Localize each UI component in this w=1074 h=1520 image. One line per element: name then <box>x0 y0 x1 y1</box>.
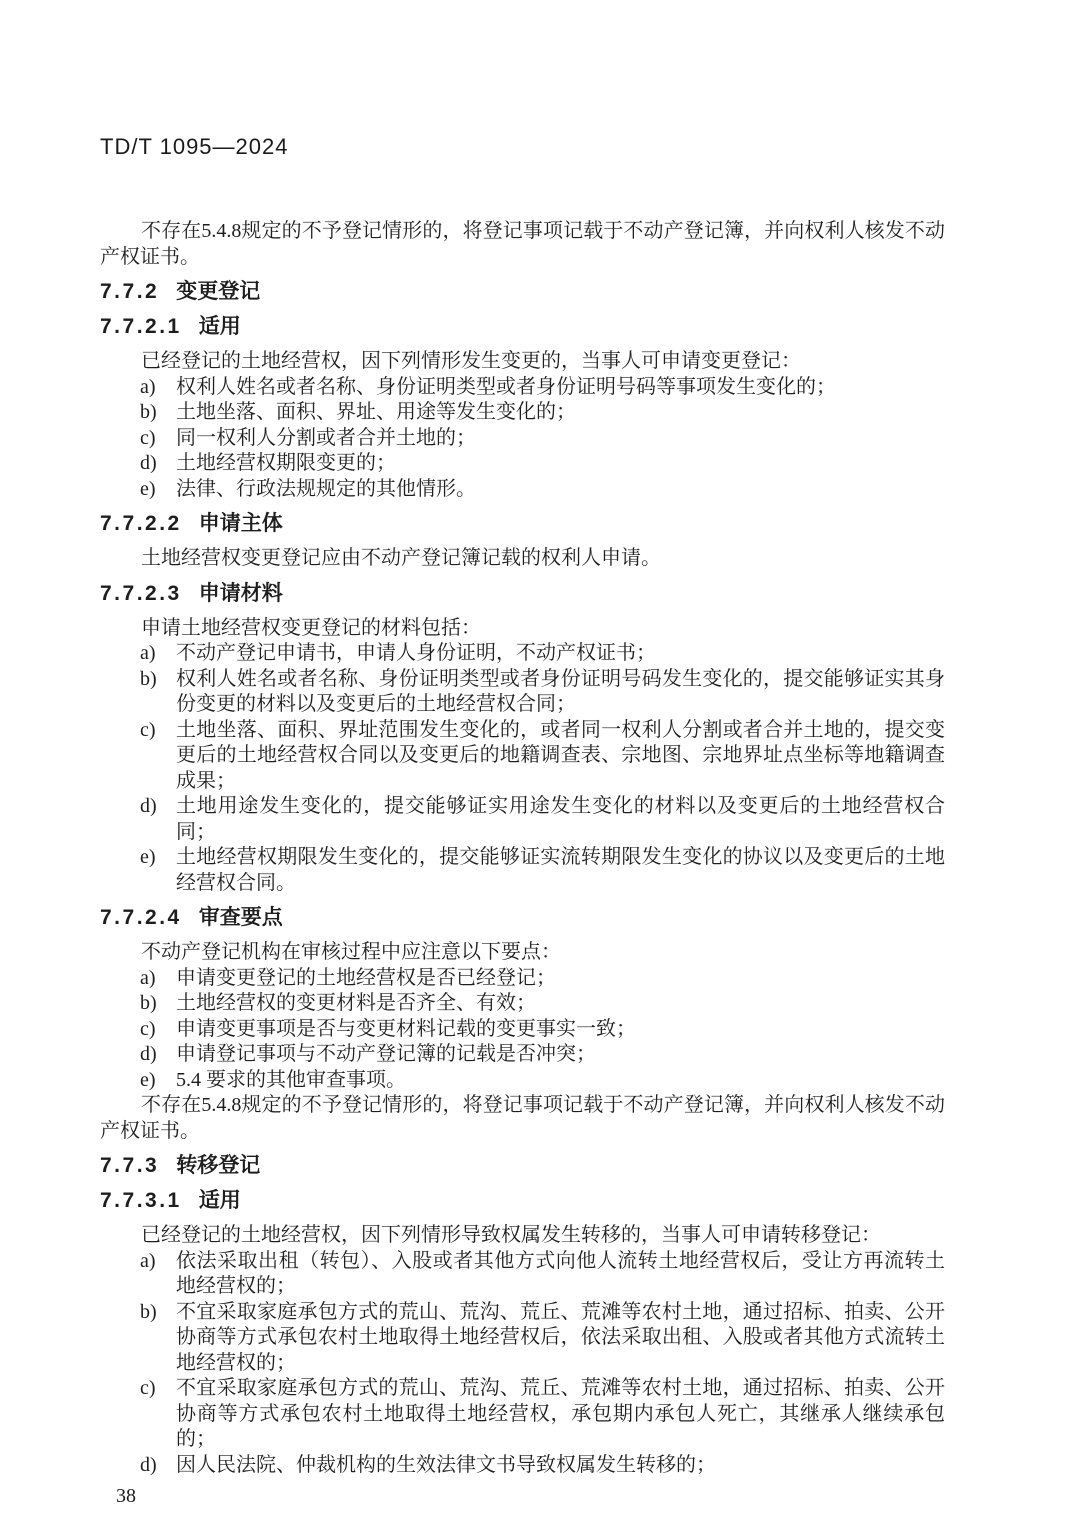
subsection-heading-7-7-2-1 <box>100 314 945 340</box>
list-item <box>100 451 945 477</box>
list-item-text: 土地经营权期限发生变化的，提交能够证实流转期限发生变化的协议以及变更后的土地经营权合同。 <box>176 846 945 894</box>
list-marker: b) <box>140 992 157 1014</box>
section-heading-7-7-2 <box>100 279 945 305</box>
subsection-number: 7.7.3.1 <box>100 1189 182 1212</box>
list-marker: b) <box>140 401 157 423</box>
list-item-text: 同一权利人分割或者合并土地的； <box>176 426 476 449</box>
list-item-text: 土地坐落、面积、界址范围发生变化的，或者同一权利人分割或者合并土地的，提交变更后的土地经营权合同以及变更后的地籍调查表、宗地图、宗地界址点坐标等地籍调查成果； <box>176 718 945 792</box>
paragraph-intro: 已经登记的土地经营权，因下列情形导致权属发生转移的，当事人可申请转移登记： <box>141 1224 881 1246</box>
subsection-title: 适用 <box>198 315 241 338</box>
list-marker: e) <box>140 477 156 500</box>
list-item-text: 5.4 要求的其他审查事项。 <box>176 1068 406 1091</box>
list-item <box>100 794 945 845</box>
list-marker: d) <box>140 1043 157 1065</box>
subsection-number: 7.7.2.1 <box>100 315 182 338</box>
subsection-title: 适用 <box>198 1189 241 1212</box>
list-item <box>100 1453 945 1479</box>
list-item-text: 土地经营权的变更材料是否齐全、有效； <box>176 992 536 1014</box>
list-item <box>100 966 945 992</box>
list-item-text: 土地坐落、面积、界址、用途等发生变化的； <box>176 401 576 423</box>
paragraph-intro: 已经登记的土地经营权，因下列情形发生变更的，当事人可申请变更登记： <box>141 350 801 372</box>
list-marker: b) <box>140 1300 157 1323</box>
list-marker: d) <box>140 1453 157 1476</box>
list-item-text: 申请登记事项与不动产登记簿的记载是否冲突； <box>176 1043 596 1065</box>
list-item-text: 土地经营权期限变更的； <box>176 452 396 474</box>
subsection-heading-7-7-2-4 <box>100 905 945 931</box>
subsection-number: 7.7.2.3 <box>100 581 182 605</box>
list-item <box>100 477 945 503</box>
list-item-text: 权利人姓名或者名称、身份证明类型或者身份证明号码等事项发生变化的； <box>176 375 836 398</box>
list-item <box>100 667 945 718</box>
subsection-number: 7.7.2.4 <box>100 906 182 929</box>
list-marker: c) <box>140 1017 156 1040</box>
subsection-number: 7.7.2.2 <box>100 512 182 535</box>
paragraph-intro: 申请土地经营权变更登记的材料包括： <box>141 616 481 639</box>
list-marker: b) <box>140 667 157 690</box>
list-item <box>100 1068 945 1094</box>
list-item-text: 土地用途发生变化的，提交能够证实用途发生变化的材料以及变更后的土地经营权合同； <box>176 795 945 843</box>
list-marker: d) <box>140 795 157 817</box>
paragraph: 土地经营权变更登记应由不动产登记簿记载的权利人申请。 <box>141 547 661 569</box>
subsection-title: 审查要点 <box>198 906 283 929</box>
list-marker: a) <box>140 1249 156 1272</box>
list-item <box>100 400 945 426</box>
list-item-text: 不动产登记申请书，申请人身份证明，不动产权证书； <box>176 642 656 664</box>
list-item <box>100 641 945 667</box>
list-marker: c) <box>140 1377 156 1399</box>
list-marker: a) <box>140 642 156 664</box>
list-item <box>100 718 945 795</box>
list-item <box>100 426 945 452</box>
section-number: 7.7.3 <box>100 1154 160 1177</box>
paragraph-opening: 不存在5.4.8规定的不予登记情形的，将登记事项记载于不动产登记簿，并向权利人核发不动产权证书。 <box>100 220 945 268</box>
list-marker: e) <box>140 1068 156 1091</box>
list-item-text: 因人民法院、仲裁机构的生效法律文书导致权属发生转移的； <box>176 1453 716 1476</box>
list-marker: d) <box>140 452 157 474</box>
section-title: 变更登记 <box>176 280 261 303</box>
section-title: 转移登记 <box>176 1154 261 1177</box>
list-item-text: 申请变更登记的土地经营权是否已经登记； <box>176 966 556 989</box>
list-item-text: 不宜采取家庭承包方式的荒山、荒沟、荒丘、荒滩等农村土地，通过招标、拍卖、公开协商等方式承包农村土地取得土地经营权，承包期内承包人死亡，其继承人继续承包的； <box>176 1377 945 1450</box>
paragraph-closing: 不存在5.4.8规定的不予登记情形的，将登记事项记载于不动产登记簿，并向权利人核发不动产权证书。 <box>100 1094 945 1142</box>
list-item-text: 权利人姓名或者名称、身份证明类型或者身份证明号码发生变化的，提交能够证实其身份变更的材料以及变更后的土地经营权合同； <box>176 667 945 715</box>
list-item <box>100 375 945 401</box>
subsection-heading-7-7-3-1 <box>100 1188 945 1214</box>
list-item <box>100 1249 945 1300</box>
list-item-text: 法律、行政法规规定的其他情形。 <box>176 477 476 500</box>
subsection-title: 申请材料 <box>198 581 283 605</box>
list-item <box>100 1300 945 1377</box>
list-item <box>100 1017 945 1043</box>
list-marker: c) <box>140 426 156 449</box>
list-marker: e) <box>140 846 156 868</box>
paragraph-intro: 不动产登记机构在审核过程中应注意以下要点： <box>141 941 561 963</box>
list-item-text: 依法采取出租（转包）、入股或者其他方式向他人流转土地经营权后，受让方再流转土地经营权的； <box>176 1249 945 1297</box>
list-item <box>100 845 945 896</box>
section-heading-7-7-3 <box>100 1153 945 1179</box>
list-marker: a) <box>140 375 156 398</box>
section-number: 7.7.2 <box>100 280 160 303</box>
list-marker: c) <box>140 718 156 741</box>
list-marker: a) <box>140 966 156 989</box>
list-item <box>100 1376 945 1453</box>
subsection-heading-7-7-2-2 <box>100 511 945 537</box>
list-item <box>100 991 945 1017</box>
list-item-text: 申请变更事项是否与变更材料记载的变更事实一致； <box>176 1017 636 1040</box>
page-number: 38 <box>116 1485 136 1507</box>
list-item-text: 不宜采取家庭承包方式的荒山、荒沟、荒丘、荒滩等农村土地，通过招标、拍卖、公开协商等方式承包农村土地取得土地经营权后，依法采取出租、入股或者其他方式流转土地经营权的； <box>176 1300 945 1374</box>
standard-code: TD/T 1095—2024 <box>100 134 289 159</box>
list-item <box>100 1042 945 1068</box>
subsection-heading-7-7-2-3 <box>100 581 945 607</box>
subsection-title: 申请主体 <box>198 512 283 535</box>
